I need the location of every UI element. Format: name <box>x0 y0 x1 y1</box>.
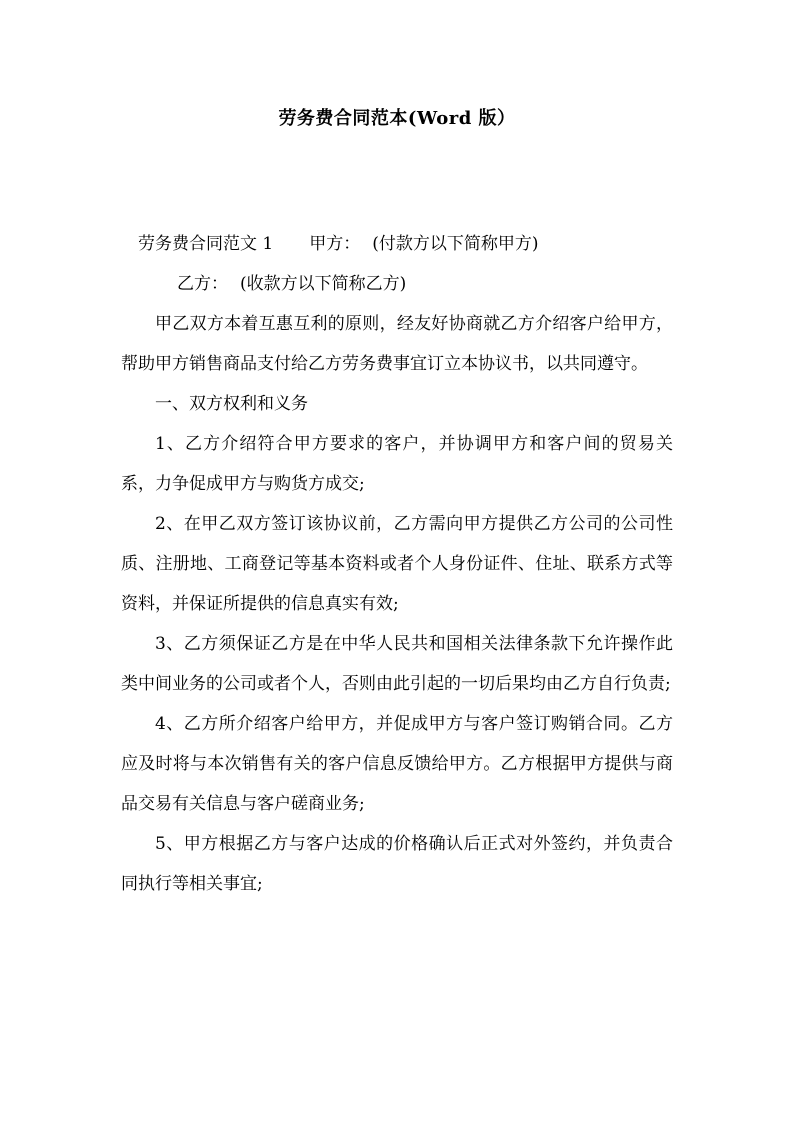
clause-1: 1、乙方介绍符合甲方要求的客户，并协调甲方和客户间的贸易关系，力争促成甲方与购货方成交; <box>121 434 673 494</box>
party-a-label: 甲方： <box>309 234 361 254</box>
contract-body <box>121 264 673 904</box>
party-b-description: (收款方以下简称乙方) <box>240 274 407 294</box>
document-title: 劳务费合同范本(Word 版） <box>278 108 516 129</box>
clause-5: 5、甲方根据乙方与客户达成的价格确认后正式对外签约，并负责合同执行等相关事宜; <box>121 834 673 894</box>
intro-line <box>138 224 539 264</box>
clause-2: 2、在甲乙双方签订该协议前，乙方需向甲方提供乙方公司的公司性质、注册地、工商登记等基本资料或者个人身份证件、住址、联系方式等资料，并保证所提供的信息真实有效; <box>121 514 673 614</box>
clause-4: 4、乙方所介绍客户给甲方，并促成甲方与客户签订购销合同。乙方应及时将与本次销售有关的客户信息反馈给甲方。乙方根据甲方提供与商品交易有关信息与客户磋商业务; <box>121 714 673 814</box>
clause-3: 3、乙方须保证乙方是在中华人民共和国相关法律条款下允许操作此类中间业务的公司或者个人，否则由此引起的一切后果均由乙方自行负责; <box>121 634 673 694</box>
paragraph-preamble: 甲乙双方本着互惠互利的原则，经友好协商就乙方介绍客户给甲方，帮助甲方销售商品支付给乙方劳务费事宜订立本协议书，以共同遵守。 <box>121 314 673 374</box>
section-heading-rights: 一、双方权利和义务 <box>155 394 308 414</box>
party-a-description: (付款方以下简称甲方) <box>372 234 539 254</box>
sample-label: 劳务费合同范文 1 <box>138 234 274 254</box>
party-b-label: 乙方： <box>177 274 228 294</box>
party-b-line <box>121 264 673 304</box>
